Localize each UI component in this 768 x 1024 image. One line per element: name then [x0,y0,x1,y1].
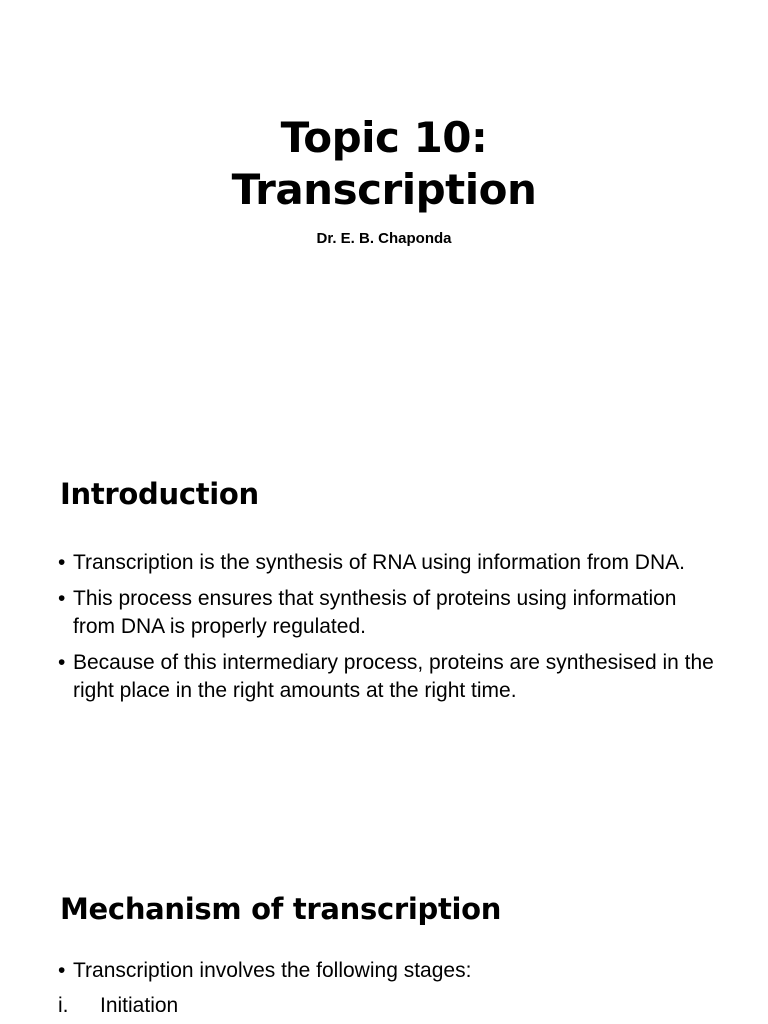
bullet-item [58,585,718,641]
bullet-text: Because of this intermediary process, proteins are synthesised in the right place in the right amounts at the right time. [73,651,714,702]
author-name: Dr. E. B. Chaponda [316,230,452,247]
bullet-item [58,957,718,985]
mechanism-bullet-list [58,957,718,993]
stage-label: Initiation [100,994,179,1017]
introduction-bullet-list [58,549,718,713]
bullet-text: This process ensures that synthesis of proteins using information from DNA is properly regulated. [73,587,677,638]
bullet-dot: • [58,587,66,610]
stage-number: i. [58,994,69,1017]
stage-list-item [58,992,178,1020]
introduction-heading: Introduction [60,477,259,511]
title-slide [0,0,768,370]
bullet-item [58,549,718,577]
mechanism-heading: Mechanism of transcription [60,892,502,926]
bullet-text: Transcription is the synthesis of RNA using information from DNA. [73,551,685,574]
bullet-item [58,649,718,705]
bullet-dot: • [58,959,66,982]
slide-title-line-2: Transcription [231,165,537,214]
bullet-text: Transcription involves the following stages: [73,959,472,982]
bullet-dot: • [58,651,66,674]
slide-title-line-1: Topic 10: [280,113,488,162]
bullet-dot: • [58,551,66,574]
